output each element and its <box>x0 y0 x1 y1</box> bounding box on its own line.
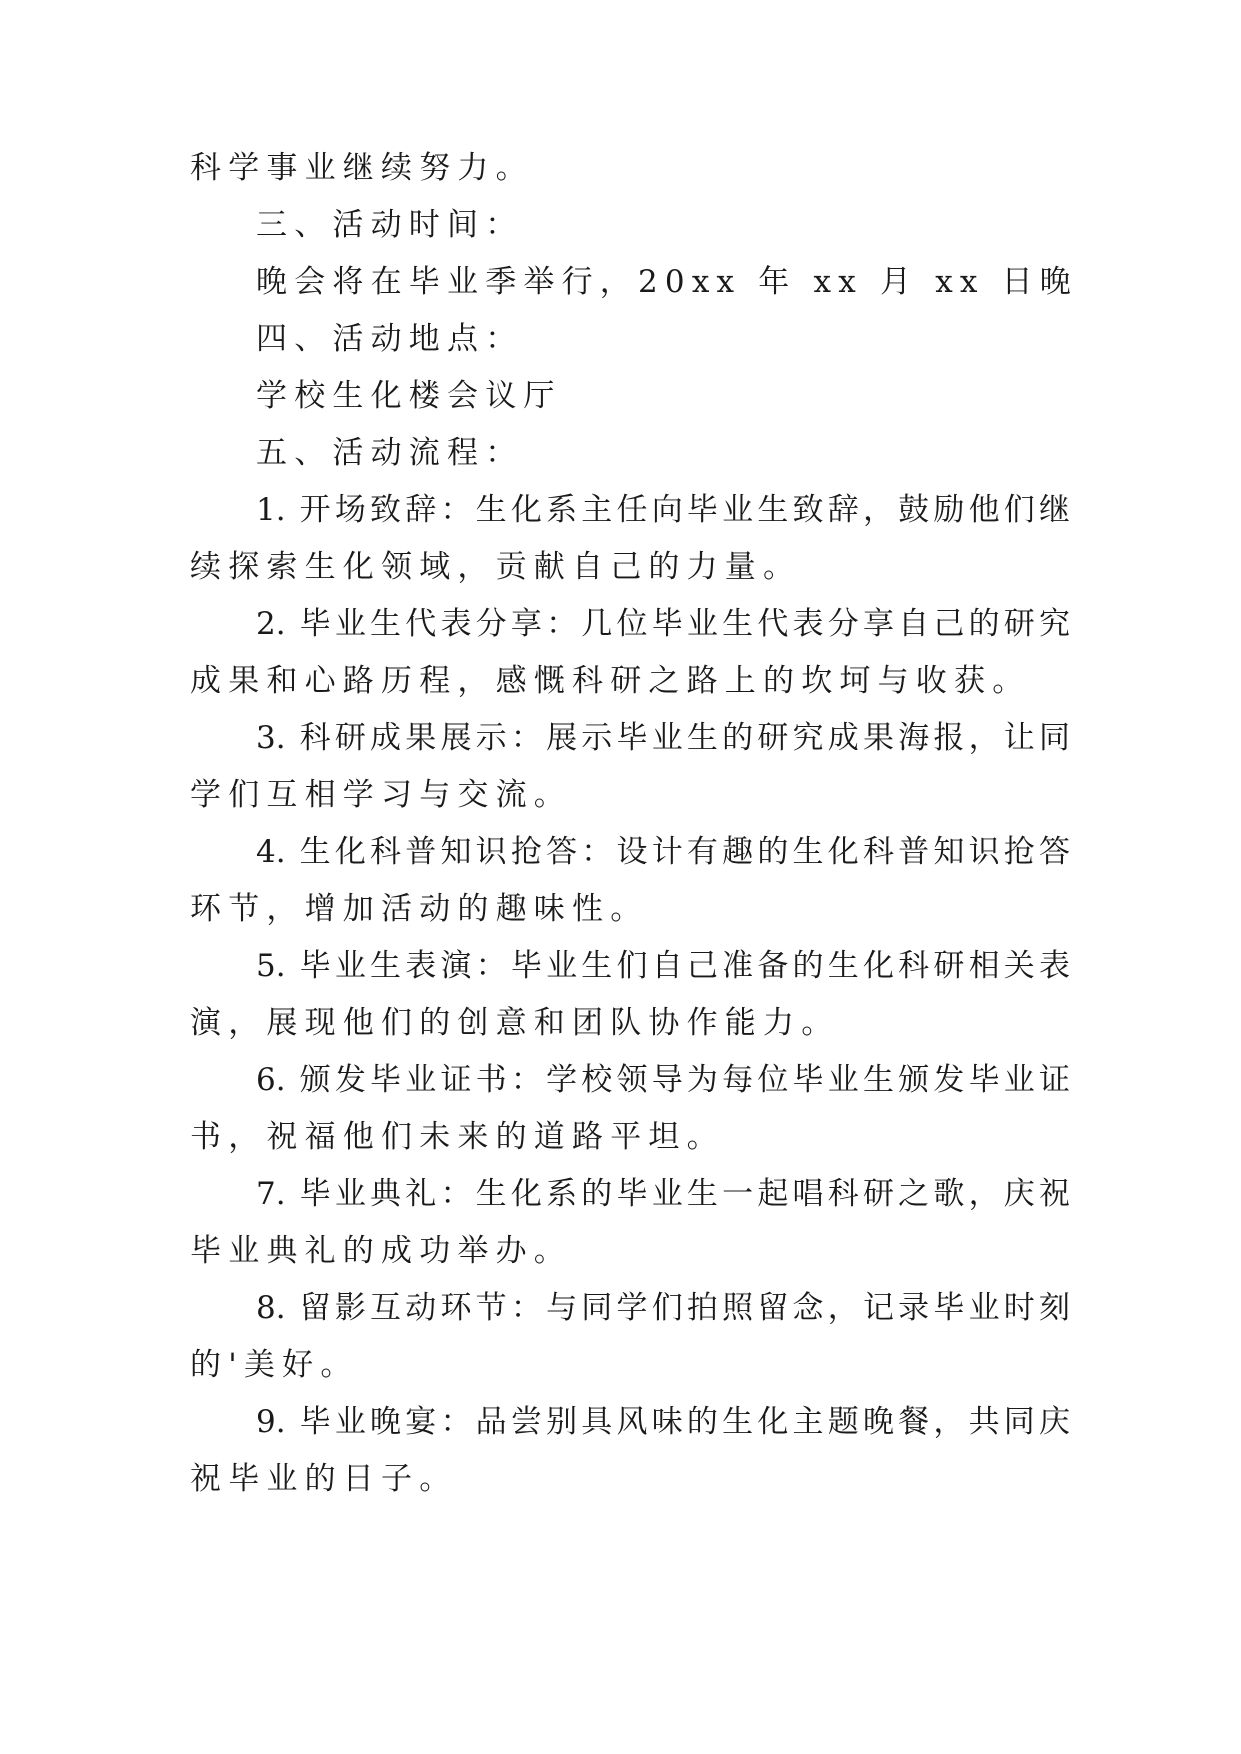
list-item-8-line-1: 8. 留影互动环节：与同学们拍照留念，记录毕业时刻 <box>256 1290 1070 1326</box>
list-item-4-line-2: 环节，增加活动的趣味性。 <box>190 891 649 927</box>
list-item-6-line-1: 6. 颁发毕业证书：学校领导为每位毕业生颁发毕业证 <box>256 1062 1070 1098</box>
list-item-4-line-1: 4. 生化科普知识抢答：设计有趣的生化科普知识抢答 <box>256 834 1070 870</box>
list-item-2-line-1: 2. 毕业生代表分享：几位毕业生代表分享自己的研究 <box>256 606 1070 642</box>
list-item-7-line-1: 7. 毕业典礼：生化系的毕业生一起唱科研之歌，庆祝 <box>256 1176 1070 1212</box>
list-item-3-line-2: 学们互相学习与交流。 <box>190 777 572 813</box>
list-item-6-line-2: 书，祝福他们未来的道路平坦。 <box>190 1119 725 1155</box>
list-item-1-line-2: 续探索生化领域，贡献自己的力量。 <box>190 549 802 585</box>
paragraph-line: 学校生化楼会议厅 <box>256 378 562 414</box>
section-heading-time: 三、活动时间： <box>256 207 524 243</box>
section-heading-process: 五、活动流程： <box>256 435 524 471</box>
list-item-7-line-2: 毕业典礼的成功举办。 <box>190 1233 572 1269</box>
list-item-5-line-1: 5. 毕业生表演：毕业生们自己准备的生化科研相关表 <box>256 948 1070 984</box>
list-item-9-line-2: 祝毕业的日子。 <box>190 1461 458 1497</box>
section-heading-location: 四、活动地点： <box>256 321 524 357</box>
list-item-5-line-2: 演，展现他们的创意和团队协作能力。 <box>190 1005 840 1041</box>
list-item-9-line-1: 9. 毕业晚宴：品尝别具风味的生化主题晚餐，共同庆 <box>256 1404 1070 1440</box>
paragraph-line: 科学事业继续努力。 <box>190 150 534 186</box>
list-item-3-line-1: 3. 科研成果展示：展示毕业生的研究成果海报，让同 <box>256 720 1070 756</box>
list-item-2-line-2: 成果和心路历程，感慨科研之路上的坎坷与收获。 <box>190 663 1031 699</box>
list-item-1-line-1: 1. 开场致辞：生化系主任向毕业生致辞，鼓励他们继 <box>256 492 1070 528</box>
list-item-8-line-2: 的'美好。 <box>190 1347 359 1383</box>
paragraph-line: 晚会将在毕业季举行，20xx 年 xx 月 xx 日晚 <box>256 264 1079 300</box>
